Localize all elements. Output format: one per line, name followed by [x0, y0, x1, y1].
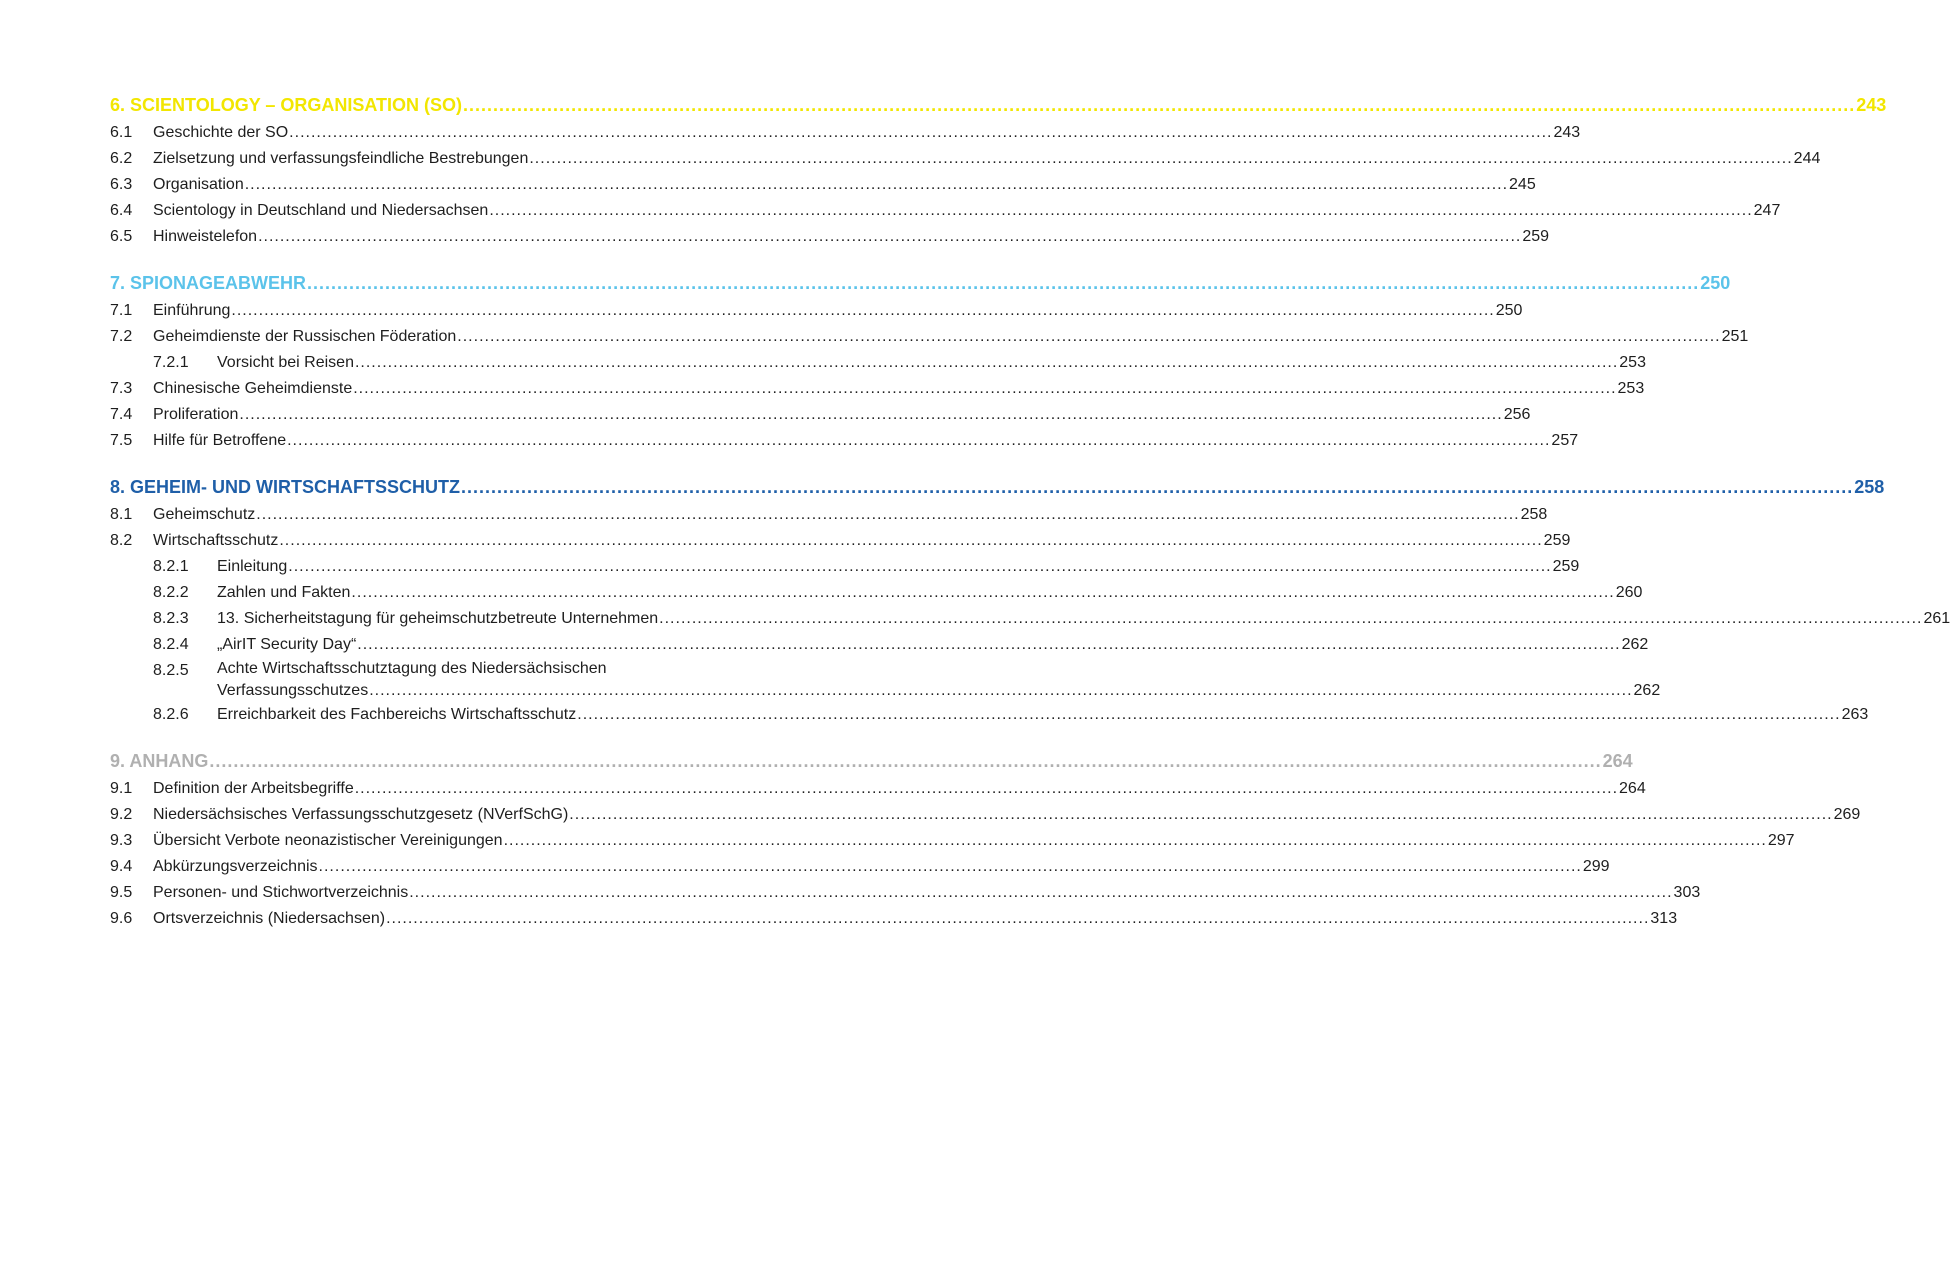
leader-dots	[457, 324, 1720, 350]
entry-title: Einleitung	[217, 558, 288, 575]
entry-page: 262	[1621, 636, 1649, 653]
entry-number: 8.2.5	[153, 662, 189, 679]
toc-entry[interactable]	[110, 172, 1536, 198]
entry-title: Scientology in Deutschland und Niedersachsen	[153, 202, 489, 219]
entry-page: 263	[1841, 706, 1869, 723]
entry-title: Personen- und Stichwortverzeichnis	[153, 884, 409, 901]
entry-title: Chinesische Geheimdienste	[153, 380, 353, 397]
leader-dots	[355, 776, 1618, 802]
entry-page: 258	[1520, 506, 1548, 523]
entry-page: 259	[1552, 558, 1580, 575]
entry-number: 6.5	[110, 228, 133, 245]
entry-number: 6.1	[110, 124, 133, 141]
entry-number: 6.4	[110, 202, 133, 219]
entry-title-line2: Verfassungsschutzes	[217, 682, 369, 699]
toc-entry[interactable]	[110, 224, 1550, 250]
entry-page: 257	[1551, 432, 1579, 449]
leader-dots	[386, 906, 1649, 932]
toc-entry[interactable]	[110, 906, 1678, 932]
entry-number: 8.2.6	[153, 706, 189, 723]
toc-entry[interactable]	[110, 324, 1749, 350]
entry-number: 7.2.1	[153, 354, 189, 371]
entry-number: 8.2.4	[153, 636, 189, 653]
entry-number: 7.4	[110, 406, 133, 423]
entry-page: 247	[1753, 202, 1781, 219]
toc-subentry[interactable]	[110, 580, 1643, 606]
leader-dots	[319, 854, 1582, 880]
leader-dots	[355, 350, 1618, 376]
leader-dots	[357, 632, 1620, 658]
toc-subentry[interactable]	[110, 702, 1869, 728]
entry-page: 303	[1673, 884, 1701, 901]
entry-number: 7.3	[110, 380, 133, 397]
entry-number: 9.4	[110, 858, 133, 875]
toc-entry[interactable]	[110, 776, 1646, 802]
leader-dots	[353, 376, 1616, 402]
toc-entry[interactable]	[110, 502, 1548, 528]
entry-title: Organisation	[153, 176, 244, 193]
leader-dots	[351, 580, 1614, 606]
entry-number: 8.2.2	[153, 584, 189, 601]
entry-number: 9.3	[110, 832, 133, 849]
toc-entry[interactable]	[110, 828, 1795, 854]
leader-dots	[239, 402, 1502, 428]
toc-section-7	[110, 268, 1749, 454]
heading-page: 264	[1602, 751, 1633, 771]
leader-dots	[489, 198, 1752, 224]
entry-number: 9.5	[110, 884, 133, 901]
entry-title: Abkürzungsverzeichnis	[153, 858, 318, 875]
entry-page: 256	[1503, 406, 1531, 423]
entry-number: 9.1	[110, 780, 133, 797]
entry-page: 244	[1793, 150, 1821, 167]
entry-number: 9.6	[110, 910, 133, 927]
leader-dots	[529, 146, 1792, 172]
toc-entry[interactable]	[110, 402, 1531, 428]
leader-dots	[307, 268, 1699, 298]
toc-entry[interactable]	[110, 298, 1523, 324]
entry-page: 297	[1767, 832, 1795, 849]
toc-entry[interactable]	[110, 146, 1821, 172]
entry-title: Wirtschaftsschutz	[153, 532, 279, 549]
entry-title: Hinweistelefon	[153, 228, 258, 245]
entry-page: 245	[1509, 176, 1536, 193]
entry-title: Einführung	[153, 302, 231, 319]
entry-title: Erreichbarkeit des Fachbereichs Wirtschaftsschutz	[217, 706, 577, 723]
entry-page: 269	[1833, 806, 1861, 823]
toc-entry[interactable]	[110, 880, 1701, 906]
toc-entry[interactable]	[110, 198, 1781, 224]
heading-page: 258	[1854, 477, 1885, 497]
toc-subentry[interactable]	[110, 658, 1661, 702]
entry-page: 250	[1495, 302, 1523, 319]
entry-title: Geheimschutz	[153, 506, 256, 523]
entry-page: 262	[1633, 682, 1661, 699]
entry-title: Definition der Arbeitsbegriffe	[153, 780, 354, 797]
entry-page: 253	[1619, 354, 1646, 371]
leader-dots	[258, 224, 1521, 250]
toc-heading-6[interactable]	[110, 90, 1887, 120]
entry-title: Niedersächsisches Verfassungsschutzgesetz (NVerfSchG)	[153, 806, 569, 823]
heading-title: 6. SCIENTOLOGY – ORGANISATION (SO)	[110, 95, 463, 115]
toc-section-8	[110, 472, 1950, 728]
leader-dots	[231, 298, 1494, 324]
entry-page: 259	[1522, 228, 1550, 245]
entry-number: 9.2	[110, 806, 133, 823]
entry-page: 259	[1543, 532, 1571, 549]
entry-page: 261	[1923, 610, 1950, 627]
entry-title: Vorsicht bei Reisen	[217, 354, 354, 371]
entry-page: 253	[1617, 380, 1645, 397]
entry-number: 6.2	[110, 150, 133, 167]
entry-page: 251	[1721, 328, 1749, 345]
entry-page: 260	[1615, 584, 1643, 601]
leader-dots	[289, 120, 1552, 146]
entry-number: 8.2.1	[153, 558, 189, 575]
toc-entry[interactable]	[110, 120, 1581, 146]
entry-title: Zielsetzung und verfassungsfeindliche Bestrebungen	[153, 150, 529, 167]
leader-dots	[461, 472, 1853, 502]
entry-number: 7.5	[110, 432, 133, 449]
toc-entry[interactable]	[110, 376, 1645, 402]
entry-title: Übersicht Verbote neonazistischer Vereinigungen	[153, 832, 503, 849]
toc-subentry[interactable]	[110, 606, 1950, 632]
entry-title: Geheimdienste der Russischen Föderation	[153, 328, 457, 345]
table-of-contents	[110, 90, 1950, 950]
leader-dots	[577, 702, 1840, 728]
leader-dots	[569, 802, 1832, 828]
heading-title: 9. ANHANG	[110, 751, 209, 771]
entry-title: Geschichte der SO	[153, 124, 289, 141]
entry-title: 13. Sicherheitstagung für geheimschutzbetreute Unternehmen	[217, 610, 659, 627]
leader-dots	[409, 880, 1672, 906]
entry-title-block	[217, 658, 1660, 702]
entry-title-line2-row	[217, 680, 1660, 702]
leader-dots	[245, 172, 1508, 198]
leader-dots	[288, 554, 1551, 580]
entry-title-line1: Achte Wirtschaftsschutztagung des Niedersächsischen	[217, 660, 607, 677]
heading-title: 8. GEHEIM- UND WIRTSCHAFTSSCHUTZ	[110, 477, 460, 497]
heading-title: 7. SPIONAGEABWEHR	[110, 273, 307, 293]
toc-entry[interactable]	[110, 428, 1579, 454]
leader-dots	[463, 90, 1855, 120]
toc-entry[interactable]	[110, 528, 1571, 554]
heading-page: 250	[1700, 273, 1731, 293]
entry-number: 8.1	[110, 506, 133, 523]
entry-page: 299	[1582, 858, 1610, 875]
toc-section-6	[110, 90, 1887, 250]
toc-subentry[interactable]	[110, 632, 1649, 658]
toc-entry[interactable]	[110, 854, 1610, 880]
leader-dots	[369, 680, 1632, 702]
entry-number: 8.2.3	[153, 610, 189, 627]
entry-title: Proliferation	[153, 406, 239, 423]
entry-title: Hilfe für Betroffene	[153, 432, 287, 449]
entry-page: 264	[1619, 780, 1646, 797]
leader-dots	[256, 502, 1519, 528]
leader-dots	[287, 428, 1550, 454]
entry-number: 7.1	[110, 302, 133, 319]
entry-number: 6.3	[110, 176, 133, 193]
leader-dots	[504, 828, 1767, 854]
entry-page: 313	[1650, 910, 1678, 927]
toc-entry[interactable]	[110, 802, 1861, 828]
leader-dots	[659, 606, 1922, 632]
toc-subentry[interactable]	[110, 554, 1580, 580]
toc-section-9	[110, 746, 1861, 932]
leader-dots	[279, 528, 1542, 554]
entry-title: Ortsverzeichnis (Niedersachsen)	[153, 910, 386, 927]
entry-page: 243	[1553, 124, 1581, 141]
heading-page: 243	[1856, 95, 1887, 115]
toc-heading-9[interactable]	[110, 746, 1633, 776]
entry-title: „AirIT Security Day“	[217, 636, 357, 653]
toc-heading-7[interactable]	[110, 268, 1731, 298]
leader-dots	[209, 746, 1601, 776]
entry-title: Zahlen und Fakten	[217, 584, 351, 601]
entry-number: 8.2	[110, 532, 133, 549]
toc-heading-8[interactable]	[110, 472, 1885, 502]
toc-subentry[interactable]	[110, 350, 1646, 376]
entry-number: 7.2	[110, 328, 133, 345]
